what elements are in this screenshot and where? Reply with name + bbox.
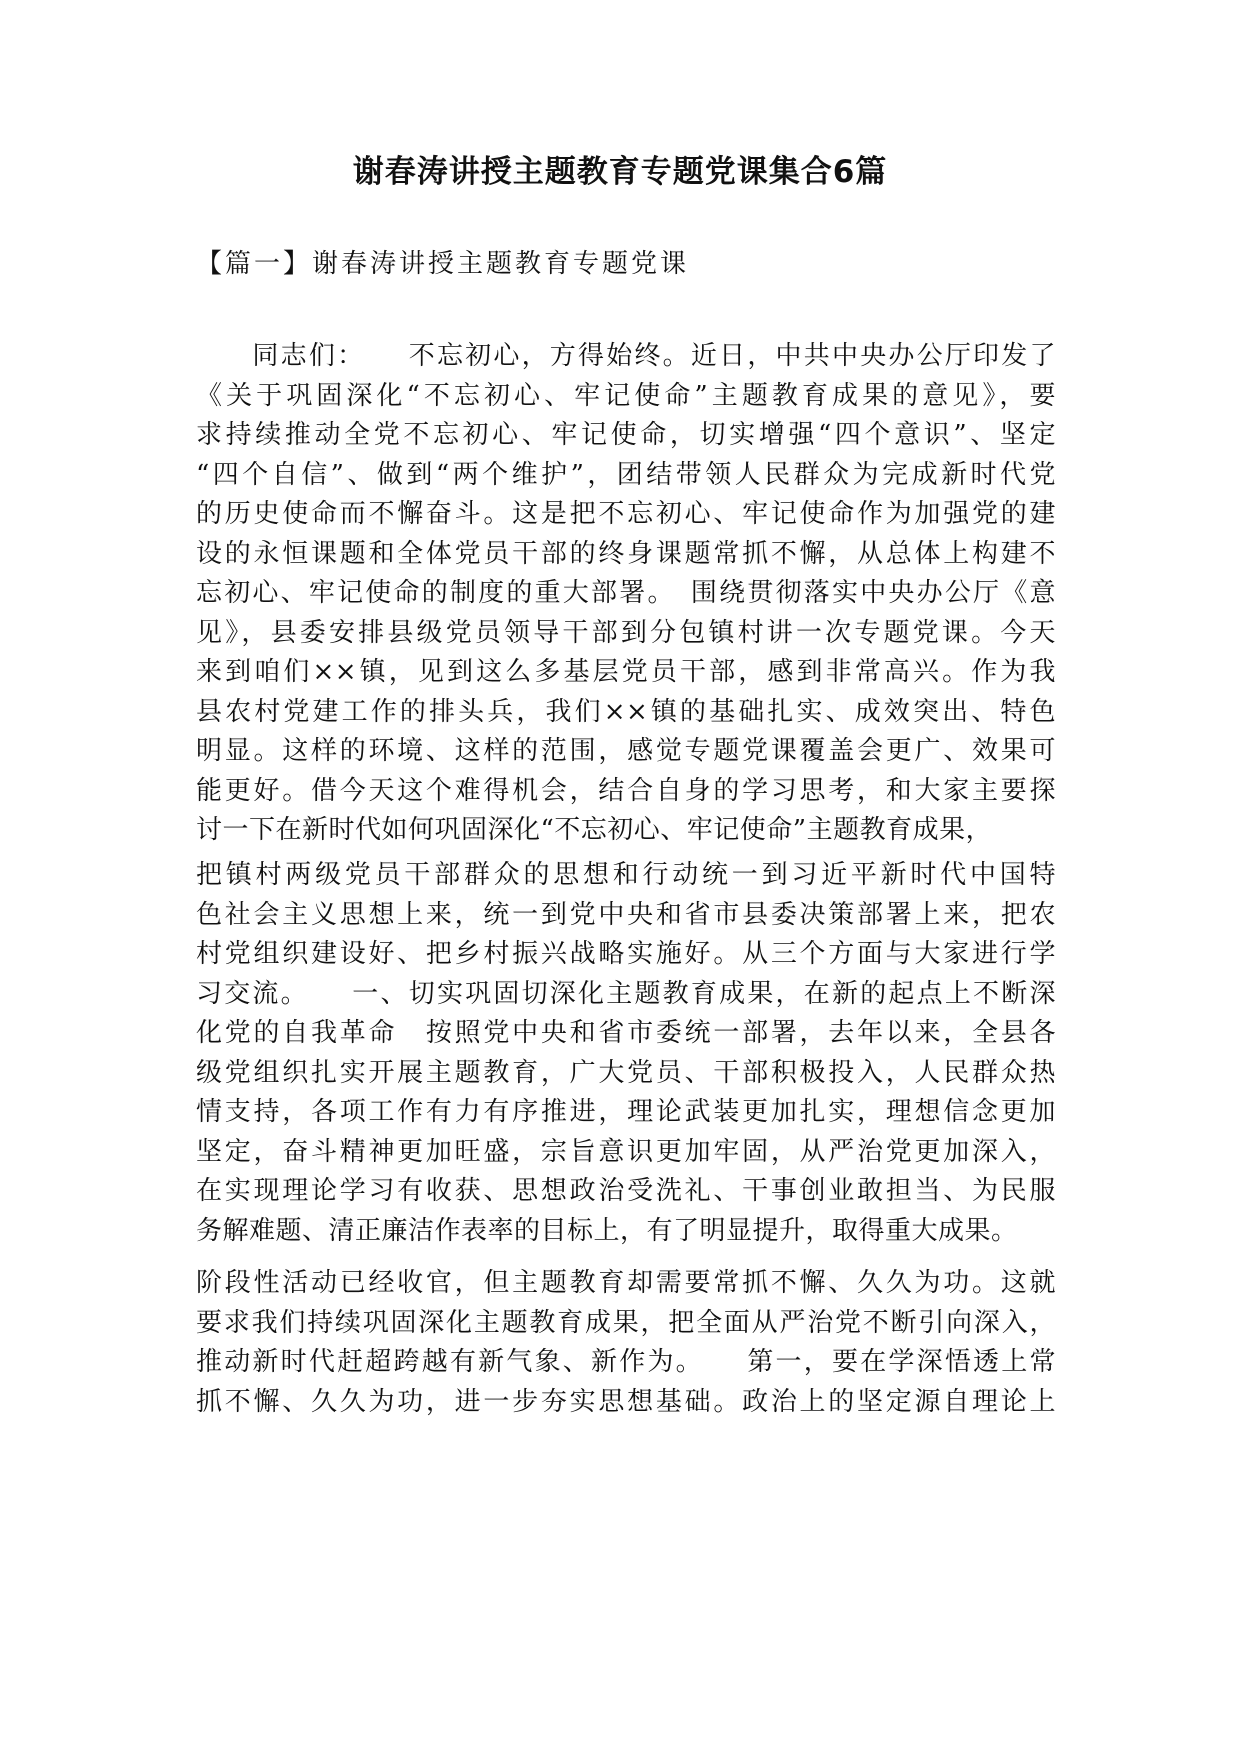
- text-line: 县农村党建工作的排头兵，我们××镇的基础扎实、成效突出、特色: [196, 696, 1056, 727]
- text-line: 见》，县委安排县级党员领导干部到分包镇村讲一次专题党课。今天: [196, 617, 1056, 648]
- paragraph-block-2: [196, 856, 1056, 1251]
- text-line: 明显。这样的环境、这样的范围，感觉专题党课覆盖会更广、效果可: [196, 736, 1056, 766]
- text-line: 级党组织扎实开展主题教育，广大党员、干部积极投入，人民群众热: [196, 1057, 1056, 1088]
- text-line: 坚定，奋斗精神更加旺盛，宗旨意识更加牢固，从严治党更加深入，: [196, 1136, 1056, 1167]
- paragraph-block-1: [196, 337, 1056, 851]
- text-line: 推动新时代赶超跨越有新气象、新作为。 第一，要在学深悟透上常: [196, 1347, 1056, 1377]
- text-line: “四个自信”、做到“两个维护”，团结带领人民群众为完成新时代党: [196, 459, 1056, 490]
- text-line: 来到咱们××镇，见到这么多基层党员干部，感到非常高兴。作为我: [196, 657, 1056, 687]
- text-line: 村党组织建设好、把乡村振兴战略实施好。从三个方面与大家进行学: [196, 939, 1056, 969]
- text-line: 忘初心、牢记使命的制度的重大部署。 围绕贯彻落实中央办公厅《意: [196, 578, 1056, 608]
- text-line: 的历史使命而不懈奋斗。这是把不忘初心、牢记使命作为加强党的建: [196, 499, 1056, 529]
- text-line: 抓不懈、久久为功，进一步夯实思想基础。政治上的坚定源自理论上: [196, 1386, 1056, 1417]
- section-heading: 【篇一】谢春涛讲授主题教育专题党课: [196, 249, 690, 279]
- text-line: 在实现理论学习有收获、思想政治受洗礼、干事创业敢担当、为民服: [196, 1176, 1056, 1206]
- text-line: 要求我们持续巩固深化主题教育成果，把全面从严治党不断引向深入，: [196, 1307, 1056, 1338]
- text-line: 色社会主义思想上来，统一到党中央和省市县委决策部署上来，把农: [196, 899, 1056, 930]
- text-line: 求持续推动全党不忘初心、牢记使命，切实增强“四个意识”、坚定: [196, 420, 1056, 450]
- text-line: 同志们： 不忘初心，方得始终。近日，中共中央办公厅印发了: [196, 341, 1056, 371]
- text-line: 习交流。 一、切实巩固切深化主题教育成果，在新的起点上不断深: [196, 978, 1056, 1009]
- text-line: 阶段性活动已经收官，但主题教育却需要常抓不懈、久久为功。这就: [196, 1268, 1056, 1298]
- text-line: 化党的自我革命 按照党中央和省市委统一部署，去年以来，全县各: [196, 1018, 1056, 1048]
- text-line: 能更好。借今天这个难得机会，结合自身的学习思考，和大家主要探: [196, 775, 1056, 806]
- text-line: 情支持，各项工作有力有序推进，理论武装更加扎实，理想信念更加: [196, 1097, 1056, 1127]
- paragraph-block-3: [196, 1264, 1056, 1422]
- text-line: 把镇村两级党员干部群众的思想和行动统一到习近平新时代中国特: [196, 860, 1056, 890]
- document-title: 谢春涛讲授主题教育专题党课集合6篇: [352, 154, 888, 190]
- text-line: 讨一下在新时代如何巩固深化“不忘初心、牢记使命”主题教育成果，: [196, 815, 993, 845]
- text-line: 务解难题、清正廉洁作表率的目标上，有了明显提升，取得重大成果。: [196, 1215, 1018, 1246]
- text-line: 《关于巩固深化“不忘初心、牢记使命”主题教育成果的意见》，要: [196, 380, 1056, 411]
- text-line: 设的永恒课题和全体党员干部的终身课题常抓不懈，从总体上构建不: [196, 538, 1056, 569]
